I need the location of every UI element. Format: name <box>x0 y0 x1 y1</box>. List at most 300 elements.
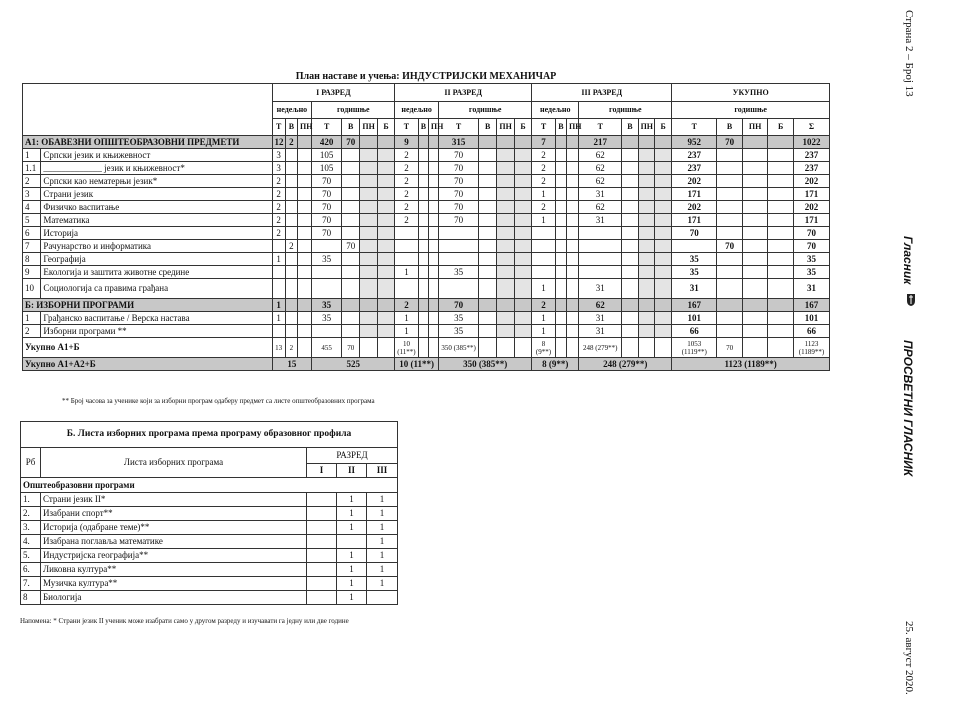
hours-cell: 62 <box>579 175 622 188</box>
hours-cell <box>638 325 654 338</box>
hours-cell <box>768 240 794 253</box>
hours-cell <box>377 162 394 175</box>
hours-cell <box>418 266 428 279</box>
hours-cell: 2 <box>532 149 556 162</box>
hours-cell <box>428 279 438 299</box>
subject-number: 2 <box>23 175 41 188</box>
list-item <box>21 591 398 605</box>
header-col: ПН <box>428 119 438 136</box>
hours-cell <box>298 312 312 325</box>
hours-cell <box>342 175 360 188</box>
journal-logo: Гласник <box>901 236 915 285</box>
subject-row <box>23 325 830 338</box>
list-item-grade: 1 <box>367 549 398 563</box>
hours-cell: 2 <box>395 149 419 162</box>
hours-cell: 66 <box>672 325 717 338</box>
hours-cell <box>555 214 566 227</box>
hours-cell: 105 <box>312 162 342 175</box>
hours-cell: 2 <box>395 162 419 175</box>
list-title: Б. Листа изборних програма према програму образовног профила <box>21 422 398 448</box>
hours-cell: 70 <box>312 214 342 227</box>
hours-cell: 2 <box>532 175 556 188</box>
subject-name: Српски језик и књижевност <box>41 149 272 162</box>
hours-cell <box>418 325 428 338</box>
subject-number: 2 <box>23 325 41 338</box>
hours-cell <box>768 312 794 325</box>
hours-cell <box>514 299 531 312</box>
hours-cell <box>272 266 285 279</box>
subject-name: Страни језик <box>41 188 272 201</box>
hours-cell <box>742 175 768 188</box>
subject-name: Екологија и заштита животне средине <box>41 266 272 279</box>
subject-number: 4 <box>23 201 41 214</box>
hours-cell: 171 <box>793 188 829 201</box>
hours-cell <box>298 201 312 214</box>
hours-cell <box>555 175 566 188</box>
hours-cell: 70 <box>793 227 829 240</box>
hours-cell <box>418 279 428 299</box>
hours-cell <box>298 188 312 201</box>
list-grade: III <box>367 464 398 478</box>
hours-cell: 237 <box>672 149 717 162</box>
hours-cell <box>377 240 394 253</box>
header-grade-2: II РАЗРЕД <box>395 84 532 102</box>
hours-cell <box>717 279 743 299</box>
hours-cell <box>717 149 743 162</box>
hours-cell <box>479 266 497 279</box>
hours-cell <box>360 312 377 325</box>
hours-cell <box>342 214 360 227</box>
sum-cell <box>742 338 768 358</box>
subject-row <box>23 201 830 214</box>
hours-cell <box>622 188 638 201</box>
list-grade: II <box>337 464 367 478</box>
hours-cell <box>285 162 297 175</box>
hours-cell <box>742 162 768 175</box>
hours-cell: 62 <box>579 299 622 312</box>
hours-cell <box>428 312 438 325</box>
total-cell: 10 (11**) <box>395 358 439 371</box>
hours-cell <box>439 279 479 299</box>
hours-cell <box>654 214 671 227</box>
hours-cell <box>377 149 394 162</box>
hours-cell <box>285 214 297 227</box>
hours-cell <box>285 188 297 201</box>
hours-cell: 62 <box>579 149 622 162</box>
hours-cell <box>428 162 438 175</box>
hours-cell: 237 <box>793 162 829 175</box>
header-weekly: недељно <box>532 102 579 119</box>
total-cell: 15 <box>272 358 312 371</box>
hours-cell: 105 <box>312 149 342 162</box>
hours-cell <box>497 201 514 214</box>
hours-cell <box>555 266 566 279</box>
hours-cell <box>285 175 297 188</box>
header-col: Б <box>768 119 794 136</box>
sum-cell: 8 (9**) <box>532 338 556 358</box>
list-item-grade: 1 <box>367 507 398 521</box>
hours-cell <box>638 279 654 299</box>
hours-cell: 1 <box>272 253 285 266</box>
hours-cell <box>377 136 394 149</box>
hours-cell <box>418 175 428 188</box>
subject-name: Математика <box>41 214 272 227</box>
hours-cell <box>418 149 428 162</box>
hours-cell <box>479 325 497 338</box>
hours-cell: 2 <box>272 227 285 240</box>
hours-cell <box>479 279 497 299</box>
hours-cell <box>479 136 497 149</box>
hours-cell: 1 <box>272 312 285 325</box>
hours-cell <box>428 214 438 227</box>
header-col: В <box>717 119 743 136</box>
hours-cell: 1 <box>272 299 285 312</box>
hours-cell <box>717 253 743 266</box>
hours-cell <box>428 227 438 240</box>
hours-cell <box>377 253 394 266</box>
list-item-grade: 1 <box>367 577 398 591</box>
hours-cell <box>532 240 556 253</box>
list-item <box>21 549 398 563</box>
hours-cell <box>768 227 794 240</box>
hours-cell <box>342 299 360 312</box>
hours-cell <box>497 312 514 325</box>
list-item-grade <box>307 535 337 549</box>
hours-cell <box>717 201 743 214</box>
list-item-number: 2. <box>21 507 41 521</box>
journal-name: ПРОСВЕТНИ ГЛАСНИК <box>901 340 915 477</box>
list-col-number: Рб <box>21 448 41 478</box>
hours-cell <box>428 136 438 149</box>
hours-cell <box>497 299 514 312</box>
hours-cell: 70 <box>717 240 743 253</box>
sum-cell <box>298 338 312 358</box>
hours-cell: 420 <box>312 136 342 149</box>
hours-cell <box>514 188 531 201</box>
header-col: Т <box>395 119 419 136</box>
hours-cell: 202 <box>672 201 717 214</box>
hours-cell <box>285 253 297 266</box>
hours-cell: 2 <box>532 162 556 175</box>
header-col: Т <box>579 119 622 136</box>
list-item-grade <box>307 521 337 535</box>
hours-cell <box>717 227 743 240</box>
list-item-grade: 1 <box>337 577 367 591</box>
hours-cell <box>342 279 360 299</box>
sum-cell: 70 <box>342 338 360 358</box>
hours-cell <box>377 299 394 312</box>
list-item-number: 6. <box>21 563 41 577</box>
hours-cell <box>717 175 743 188</box>
hours-cell <box>298 240 312 253</box>
sum-cell: 70 <box>717 338 743 358</box>
subject-number: 7 <box>23 240 41 253</box>
subject-name: Рачунарство и информатика <box>41 240 272 253</box>
hours-cell <box>360 253 377 266</box>
hours-cell <box>418 162 428 175</box>
list-item-grade: 1 <box>367 521 398 535</box>
hours-cell: 70 <box>439 188 479 201</box>
hours-cell <box>497 325 514 338</box>
hours-cell <box>768 214 794 227</box>
list-item-name: Биологија <box>41 591 307 605</box>
hours-cell <box>555 227 566 240</box>
hours-cell <box>742 188 768 201</box>
hours-cell <box>654 312 671 325</box>
hours-cell <box>342 312 360 325</box>
hours-cell: 31 <box>579 279 622 299</box>
hours-cell: 202 <box>793 175 829 188</box>
sum-a1b-row <box>23 338 830 358</box>
list-item-grade: 1 <box>337 507 367 521</box>
hours-cell <box>497 266 514 279</box>
hours-cell <box>312 240 342 253</box>
hours-cell: 31 <box>579 325 622 338</box>
list-item-grade <box>307 577 337 591</box>
hours-cell <box>742 214 768 227</box>
hours-cell: 101 <box>793 312 829 325</box>
hours-cell: 217 <box>579 136 622 149</box>
hours-cell <box>497 136 514 149</box>
hours-cell <box>768 201 794 214</box>
hours-cell <box>514 253 531 266</box>
list-item <box>21 535 398 549</box>
total-cell: 525 <box>312 358 395 371</box>
hours-cell <box>342 266 360 279</box>
subject-row <box>23 253 830 266</box>
hours-cell <box>298 299 312 312</box>
hours-cell <box>514 175 531 188</box>
hours-cell <box>395 253 419 266</box>
hours-cell <box>479 149 497 162</box>
hours-cell <box>567 279 579 299</box>
hours-cell: 2 <box>272 201 285 214</box>
hours-cell <box>377 188 394 201</box>
hours-cell <box>622 214 638 227</box>
hours-cell <box>717 312 743 325</box>
hours-cell <box>439 227 479 240</box>
list-item-grade <box>307 549 337 563</box>
hours-cell: 171 <box>672 188 717 201</box>
hours-cell: 2 <box>272 175 285 188</box>
hours-cell <box>768 188 794 201</box>
hours-cell <box>360 214 377 227</box>
list-item-grade: 1 <box>337 563 367 577</box>
hours-cell: 2 <box>532 299 556 312</box>
hours-cell: 62 <box>579 162 622 175</box>
elective-programs-table <box>20 421 398 605</box>
hours-cell: 70 <box>342 240 360 253</box>
sum-label: Укупно А1+Б <box>23 338 273 358</box>
hours-cell <box>768 175 794 188</box>
list-item-grade: 1 <box>337 591 367 605</box>
hours-cell <box>654 266 671 279</box>
sum-cell <box>479 338 497 358</box>
hours-cell <box>579 266 622 279</box>
hours-cell: 1 <box>395 266 419 279</box>
hours-cell: 2 <box>395 299 419 312</box>
hours-cell <box>298 175 312 188</box>
hours-cell: 70 <box>312 175 342 188</box>
list-item-number: 3. <box>21 521 41 535</box>
hours-cell: 70 <box>312 201 342 214</box>
header-col: Т <box>532 119 556 136</box>
section-row <box>23 299 830 312</box>
hours-cell: 171 <box>672 214 717 227</box>
hours-cell: 70 <box>439 214 479 227</box>
hours-cell <box>555 325 566 338</box>
hours-cell <box>497 188 514 201</box>
hours-cell <box>768 279 794 299</box>
hours-cell <box>395 240 419 253</box>
hours-cell <box>567 136 579 149</box>
hours-cell <box>285 325 297 338</box>
hours-cell <box>555 253 566 266</box>
hours-cell: 70 <box>439 201 479 214</box>
list-item <box>21 577 398 591</box>
hours-cell <box>395 227 419 240</box>
hours-cell <box>418 299 428 312</box>
sum-cell: 10 (11**) <box>395 338 419 358</box>
subject-name: Изборни програми ** <box>41 325 272 338</box>
subject-row <box>23 312 830 325</box>
list-item-grade: 1 <box>337 521 367 535</box>
hours-cell <box>298 266 312 279</box>
subject-number: 1.1 <box>23 162 41 175</box>
header-col: Т <box>672 119 717 136</box>
subject-number: 1 <box>23 312 41 325</box>
list-footnote: Напомена: * Страни језик II ученик може изабрати само у другом разреду и изучавати га једну или две године <box>20 617 349 625</box>
hours-cell <box>360 201 377 214</box>
hours-cell: 70 <box>439 162 479 175</box>
hours-cell <box>717 188 743 201</box>
subject-number: 1 <box>23 149 41 162</box>
list-item-grade <box>307 507 337 521</box>
list-title-row <box>21 422 398 448</box>
hours-cell <box>514 149 531 162</box>
hours-cell: 3 <box>272 162 285 175</box>
list-item-grade <box>307 591 337 605</box>
section-name: А1: ОБАВЕЗНИ ОПШТЕОБРАЗОВНИ ПРЕДМЕТИ <box>23 136 273 149</box>
hours-cell <box>555 279 566 299</box>
sum-cell <box>622 338 638 358</box>
hours-cell <box>555 201 566 214</box>
subject-row <box>23 266 830 279</box>
hours-cell <box>622 312 638 325</box>
hours-cell <box>497 149 514 162</box>
hours-cell: 35 <box>439 266 479 279</box>
hours-cell <box>285 201 297 214</box>
hours-cell: 1 <box>532 214 556 227</box>
hours-cell <box>622 325 638 338</box>
hours-cell <box>555 312 566 325</box>
list-col-grade: РАЗРЕД <box>307 448 398 464</box>
hours-cell <box>555 188 566 201</box>
hours-cell <box>622 149 638 162</box>
header-col: ПН <box>497 119 514 136</box>
hours-cell <box>717 162 743 175</box>
hours-cell <box>298 162 312 175</box>
hours-cell <box>514 214 531 227</box>
hours-cell <box>555 240 566 253</box>
subject-number: 3 <box>23 188 41 201</box>
hours-cell <box>479 299 497 312</box>
list-item-name: Историја (одабране теме)** <box>41 521 307 535</box>
subject-number: 9 <box>23 266 41 279</box>
plan-title: План наставе и учења: ИНДУСТРИЈСКИ МЕХАНИЧАР <box>295 71 557 82</box>
hours-cell <box>377 227 394 240</box>
hours-cell <box>428 325 438 338</box>
hours-cell <box>579 253 622 266</box>
list-item-grade <box>337 535 367 549</box>
hours-cell <box>622 136 638 149</box>
list-item-grade: 1 <box>337 549 367 563</box>
hours-cell <box>567 214 579 227</box>
hours-cell <box>567 201 579 214</box>
hours-cell: 70 <box>439 299 479 312</box>
hours-cell: 31 <box>579 214 622 227</box>
total-cell: 8 (9**) <box>532 358 579 371</box>
hours-cell <box>532 253 556 266</box>
hours-cell <box>638 253 654 266</box>
hours-cell <box>654 175 671 188</box>
hours-cell <box>497 214 514 227</box>
hours-cell: 12 <box>272 136 285 149</box>
sum-cell <box>514 338 531 358</box>
hours-cell <box>285 149 297 162</box>
hours-cell <box>622 162 638 175</box>
hours-cell <box>272 325 285 338</box>
hours-cell <box>360 279 377 299</box>
hours-cell <box>622 227 638 240</box>
header-col: Б <box>377 119 394 136</box>
hours-cell: 35 <box>439 325 479 338</box>
hours-cell <box>717 299 743 312</box>
sum-cell: 13 <box>272 338 285 358</box>
hours-cell <box>285 227 297 240</box>
list-item-number: 1. <box>21 493 41 507</box>
hours-cell <box>428 175 438 188</box>
hours-cell <box>342 325 360 338</box>
subject-number: 10 <box>23 279 41 299</box>
hours-cell: 31 <box>793 279 829 299</box>
header-col: В <box>479 119 497 136</box>
hours-cell <box>638 201 654 214</box>
hours-cell: 2 <box>285 240 297 253</box>
hours-cell <box>395 279 419 299</box>
hours-cell <box>768 149 794 162</box>
hours-cell: 315 <box>439 136 479 149</box>
sum-cell <box>418 338 428 358</box>
coat-of-arms-icon <box>906 293 916 307</box>
list-item-name: Изабрана поглавља математике <box>41 535 307 549</box>
hours-cell <box>622 253 638 266</box>
header-grade-1: I РАЗРЕД <box>272 84 395 102</box>
hours-cell <box>377 214 394 227</box>
list-item-grade <box>367 591 398 605</box>
list-col-name: Листа изборних програма <box>41 448 307 478</box>
hours-cell <box>360 299 377 312</box>
header-col: В <box>342 119 360 136</box>
header-col: Т <box>272 119 285 136</box>
hours-cell: 70 <box>342 136 360 149</box>
list-item-grade <box>307 563 337 577</box>
hours-cell: 2 <box>395 188 419 201</box>
header-total: УКУПНО <box>672 84 830 102</box>
hours-cell: 70 <box>312 188 342 201</box>
hours-cell <box>418 188 428 201</box>
header-row-grades <box>23 84 830 102</box>
